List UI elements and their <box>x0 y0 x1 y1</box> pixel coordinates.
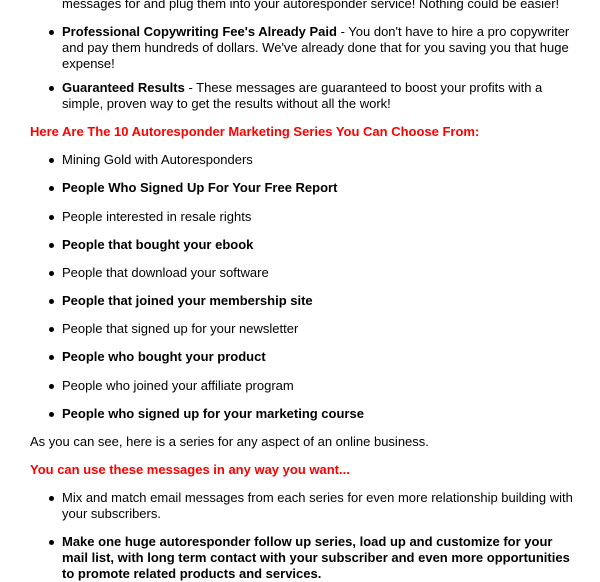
usage-item <box>62 490 582 522</box>
series-label: People that bought your ebook <box>62 237 254 252</box>
series-item <box>62 237 582 253</box>
series-item <box>62 180 582 196</box>
benefit-item <box>62 24 582 72</box>
usage-heading: You can use these messages in any way you want... <box>30 462 350 477</box>
bullet-icon <box>49 215 54 220</box>
series-label: People who signed up for your marketing course <box>62 406 364 421</box>
series-item <box>62 349 582 365</box>
usage-text: Make one huge autoresponder follow up series, load up and customize for your mail list, with long term contact with your subscriber and even more opportunities to promote related products and services. <box>62 534 570 581</box>
benefit-item <box>62 80 582 112</box>
benefit-text: - You don't have to hire a pro copywriter and pay them hundreds of dollars. We've already done that for you saving you that huge expense! <box>62 24 570 71</box>
series-item <box>62 265 582 281</box>
benefit-text: - These messages are guaranteed to boost your profits with a simple, proven way to get the results without all the work! <box>62 80 543 111</box>
series-item <box>62 152 582 168</box>
series-item <box>62 209 582 225</box>
series-label: People that download your software <box>62 265 269 280</box>
benefit-item <box>62 0 582 12</box>
bullet-icon <box>49 186 54 191</box>
series-label: Mining Gold with Autoresponders <box>62 152 253 167</box>
bullet-icon <box>49 243 54 248</box>
series-label: People that signed up for your newsletter <box>62 321 299 336</box>
bullet-icon <box>49 30 54 35</box>
benefit-text: messages for and plug them into your autoresponder service! Nothing could be easier! <box>62 0 560 11</box>
bullet-icon <box>49 355 54 360</box>
benefit-title: Professional Copywriting Fee's Already Paid <box>62 24 337 39</box>
bullet-icon <box>49 271 54 276</box>
series-label: People who bought your product <box>62 349 266 364</box>
usage-text: Mix and match email messages from each series for even more relationship building with your subscribers. <box>62 490 573 521</box>
series-item <box>62 293 582 309</box>
bullet-icon <box>49 540 54 545</box>
series-label: People Who Signed Up For Your Free Report <box>62 180 338 195</box>
bullet-icon <box>49 86 54 91</box>
series-heading: Here Are The 10 Autoresponder Marketing Series You Can Choose From: <box>30 124 480 139</box>
summary-text: As you can see, here is a series for any aspect of an online business. <box>30 434 429 449</box>
bullet-icon <box>49 384 54 389</box>
series-label: People who joined your affiliate program <box>62 378 294 393</box>
series-item <box>62 406 582 422</box>
bullet-icon <box>49 327 54 332</box>
bullet-icon <box>49 299 54 304</box>
series-item <box>62 321 582 337</box>
bullet-icon <box>49 496 54 501</box>
series-item <box>62 378 582 394</box>
bullet-icon <box>49 412 54 417</box>
series-label: People that joined your membership site <box>62 293 313 308</box>
series-label: People interested in resale rights <box>62 209 252 224</box>
bullet-icon <box>49 158 54 163</box>
benefit-title: Guaranteed Results <box>62 80 185 95</box>
